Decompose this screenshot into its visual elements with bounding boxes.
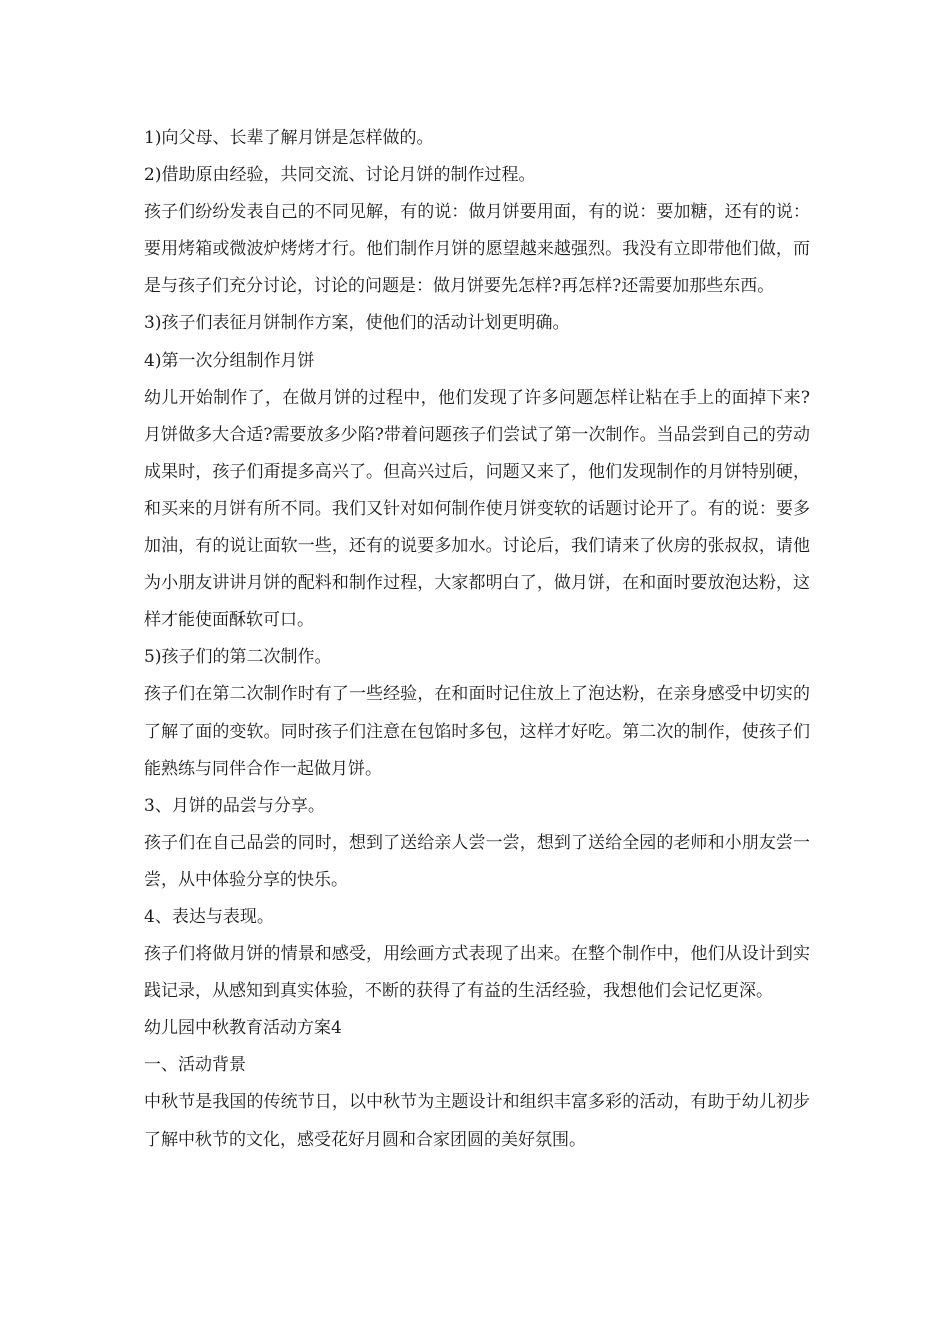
paragraph: 孩子们将做月饼的情景和感受，用绘画方式表现了出来。在整个制作中，他们从设计到实践记录，从感知到真实体验，不断的获得了有益的生活经验，我想他们会记忆更深。 — [144, 944, 810, 1002]
paragraph: 孩子们在自己品尝的同时，想到了送给亲人尝一尝，想到了送给全园的老师和小朋友尝一尝，从中体验分享的快乐。 — [144, 832, 810, 890]
document-body — [144, 120, 810, 1159]
paragraph: 孩子们在第二次制作时有了一些经验，在和面时记住放上了泡达粉，在亲身感受中切实的了解了面的变软。同时孩子们注意在包馅时多包，这样才好吃。第二次的制作，使孩子们能熟练与同伴合作一起做月饼。 — [144, 684, 810, 779]
paragraph: 孩子们纷纷发表自己的不同见解，有的说：做月饼要用面，有的说：要加糖，还有的说：要用烤箱或微波炉烤烤才行。他们制作月饼的愿望越来越强烈。我没有立即带他们做，而是与孩子们充分讨论，讨论的问题是：做月饼要先怎样?再怎样?还需要加那些东西。 — [144, 202, 810, 297]
section-title: 幼儿园中秋教育活动方案4 — [144, 1018, 342, 1039]
section-heading: 一、活动背景 — [144, 1055, 246, 1076]
paragraph: 3)孩子们表征月饼制作方案，使他们的活动计划更明确。 — [144, 313, 570, 334]
paragraph: 4)第一次分组制作月饼 — [144, 350, 315, 371]
paragraph: 2)借助原由经验，共同交流、讨论月饼的制作过程。 — [144, 165, 536, 186]
paragraph: 1)向父母、长辈了解月饼是怎样做的。 — [144, 128, 434, 148]
paragraph: 4、表达与表现。 — [144, 906, 274, 927]
paragraph: 3、月饼的品尝与分享。 — [144, 795, 325, 816]
paragraph: 5)孩子们的第二次制作。 — [144, 647, 332, 668]
paragraph: 中秋节是我国的传统节日，以中秋节为主题设计和组织丰富多彩的活动，有助于幼儿初步了解中秋节的文化，感受花好月圆和合家团圆的美好氛围。 — [144, 1092, 810, 1150]
paragraph: 幼儿开始制作了，在做月饼的过程中，他们发现了许多问题怎样让粘在手上的面掉下来?月饼做多大合适?需要放多少陷?带着问题孩子们尝试了第一次制作。当品尝到自己的劳动成果时，孩子们甭提多高兴了。但高兴过后，问题又来了，他们发现制作的月饼特别硬，和买来的月饼有所不同。我们又针对如何制作使月饼变软的话题讨论开了。有的说：要多加油，有的说让面软一些，还有的说要多加水。讨论后，我们请来了伙房的张叔叔，请他为小朋友讲讲月饼的配料和制作过程，大家都明白了，做月饼，在和面时要放泡达粉，这样才能使面酥软可口。 — [144, 387, 810, 631]
